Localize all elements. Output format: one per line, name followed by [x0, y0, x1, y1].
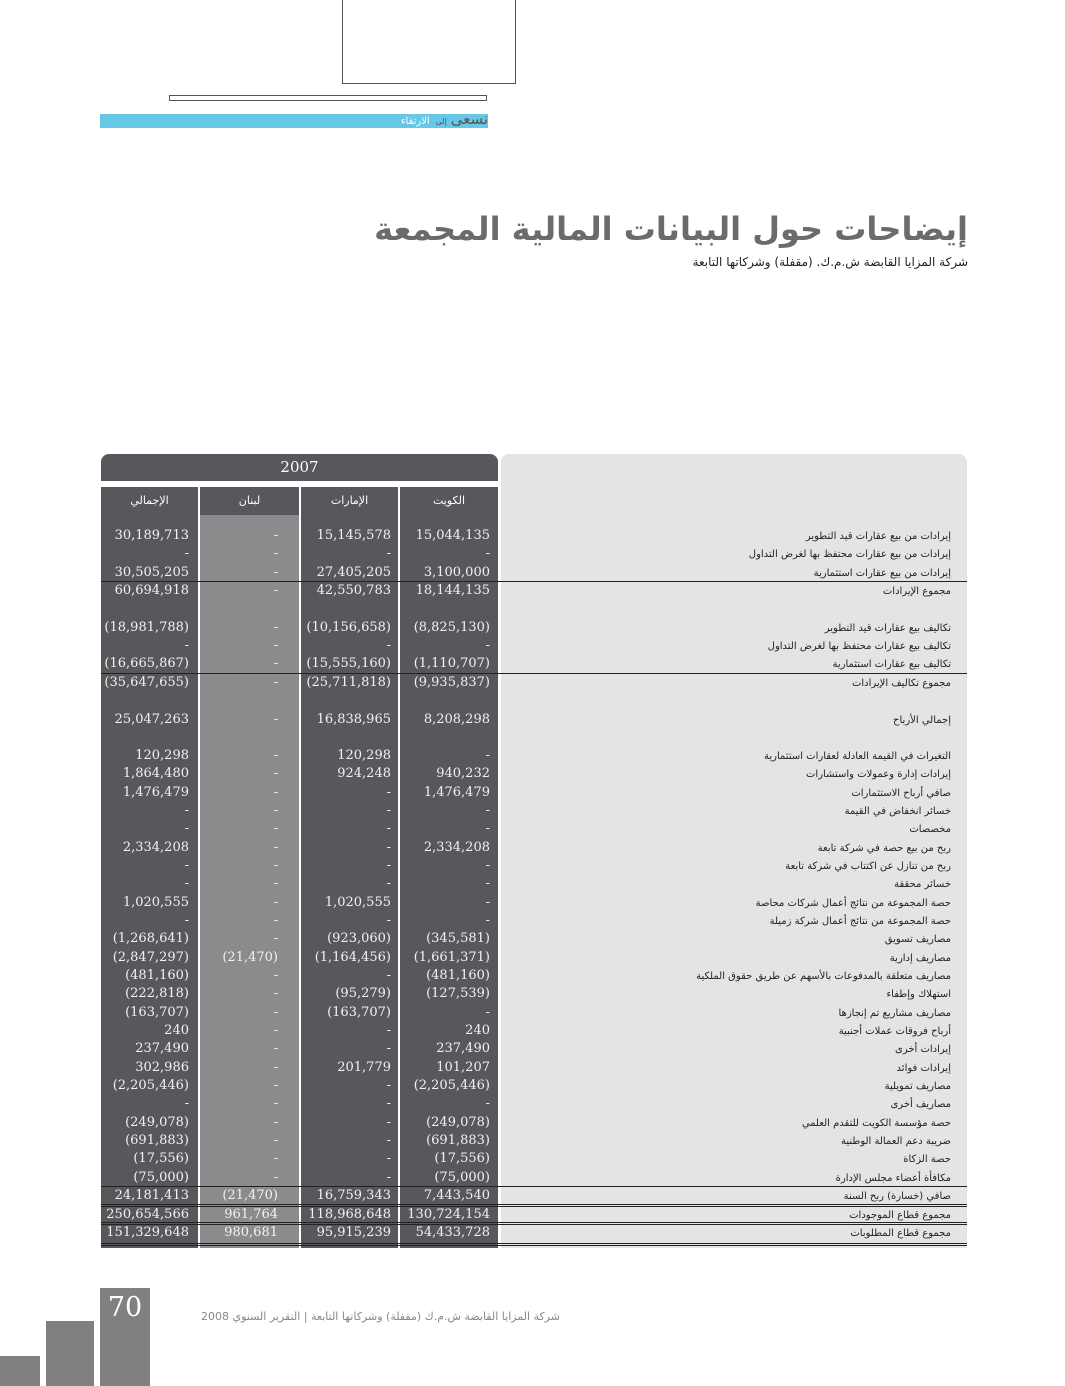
cell-lebanon: - — [273, 840, 278, 855]
row-label: حصة المجموعة من نتائج أعمال شركة زميلة — [769, 916, 951, 927]
table-row — [101, 1095, 967, 1113]
cell-kuwait: (1,110,707) — [413, 656, 490, 671]
cell-total: 302,986 — [135, 1060, 189, 1075]
cell-uae: - — [386, 803, 391, 818]
cell-kuwait: 7,443,540 — [423, 1188, 490, 1203]
cell-total: 1,864,480 — [122, 766, 189, 781]
cell-total: 60,694,918 — [114, 583, 189, 598]
table-row — [101, 711, 967, 729]
cell-lebanon: - — [273, 1115, 278, 1130]
table-row — [101, 949, 967, 967]
row-label: مجموع تكاليف الإيرادات — [851, 678, 951, 689]
cell-total: 151,329,648 — [106, 1225, 189, 1240]
cell-lebanon: - — [273, 1023, 278, 1038]
cell-total: (249,078) — [125, 1115, 189, 1130]
cell-kuwait: - — [485, 1005, 490, 1020]
row-label: إجمالي الأرباح — [893, 715, 951, 726]
cell-kuwait: 2,334,208 — [423, 840, 490, 855]
cell-kuwait: (75,000) — [434, 1170, 490, 1185]
row-label: استهلاك وإطفاء — [886, 989, 951, 1000]
cell-uae: - — [386, 840, 391, 855]
cell-kuwait: - — [485, 821, 490, 836]
row-label: مجموع قطاع الموجودات — [849, 1210, 951, 1221]
cell-total: (16,665,867) — [104, 656, 189, 671]
cell-kuwait: - — [485, 803, 490, 818]
table-row — [101, 1022, 967, 1040]
table-row — [101, 619, 967, 637]
cell-kuwait: 940,232 — [436, 766, 490, 781]
cell-total: 250,654,566 — [106, 1207, 189, 1222]
cell-kuwait: (8,825,130) — [413, 620, 490, 635]
cell-lebanon: - — [273, 675, 278, 690]
cell-kuwait: 54,433,728 — [415, 1225, 490, 1240]
cell-lebanon: - — [273, 1060, 278, 1075]
table-row — [101, 802, 967, 820]
cell-lebanon: (21,470) — [222, 1188, 278, 1203]
cell-uae: - — [386, 785, 391, 800]
cell-lebanon: - — [273, 785, 278, 800]
table-row — [101, 582, 967, 600]
cell-lebanon: - — [273, 858, 278, 873]
table-rule — [101, 581, 967, 582]
cell-total: - — [184, 858, 189, 873]
cell-total: (481,160) — [125, 968, 189, 983]
tagline-big: نسعى — [450, 110, 488, 128]
cell-total: 1,020,555 — [122, 895, 189, 910]
table-row — [101, 820, 967, 838]
table-rule — [101, 1204, 967, 1207]
row-label: حصة المجموعة من نتائج أعمال شركات محاصة — [755, 898, 951, 909]
cell-total: 240 — [164, 1023, 189, 1038]
cell-kuwait: - — [485, 913, 490, 928]
cell-uae: - — [386, 1115, 391, 1130]
table-row — [101, 1169, 967, 1187]
row-label: إيرادات فوائد — [896, 1063, 951, 1074]
row-label: مصاريف تسويق — [884, 934, 951, 945]
cell-total: - — [184, 821, 189, 836]
row-label: تكاليف بيع عقارات محتفظ بها لغرض التداول — [767, 641, 951, 652]
cell-lebanon: - — [273, 968, 278, 983]
table-row — [101, 1132, 967, 1150]
cell-lebanon: - — [273, 1041, 278, 1056]
table-row — [101, 894, 967, 912]
table-row — [101, 527, 967, 545]
row-label: تكاليف بيع عقارات استثمارية — [832, 659, 951, 670]
table-row — [101, 857, 967, 875]
cell-lebanon: - — [273, 931, 278, 946]
cell-uae: - — [386, 1133, 391, 1148]
cell-total: (2,847,297) — [112, 950, 189, 965]
cell-uae: (15,555,160) — [306, 656, 391, 671]
cell-lebanon: 980,681 — [224, 1225, 278, 1240]
cell-total: 30,505,205 — [114, 565, 189, 580]
cell-lebanon: - — [273, 565, 278, 580]
table-row — [101, 967, 967, 985]
table-rule — [101, 1186, 967, 1187]
table-row — [101, 1224, 967, 1242]
cell-lebanon: - — [273, 620, 278, 635]
cell-kuwait: 18,144,135 — [415, 583, 490, 598]
table-row — [101, 1059, 967, 1077]
cell-lebanon: - — [273, 1096, 278, 1111]
cell-total: - — [184, 803, 189, 818]
cell-kuwait: 8,208,298 — [423, 712, 490, 727]
row-label: صافي (خسارة) ربح السنة — [843, 1191, 951, 1202]
cell-lebanon: - — [273, 656, 278, 671]
row-label: مصاريف أخرى — [890, 1099, 951, 1110]
cell-lebanon: - — [273, 895, 278, 910]
col-header-lebanon: لبنان — [200, 487, 299, 515]
cell-uae: - — [386, 821, 391, 836]
cell-uae: (923,060) — [327, 931, 391, 946]
row-label: حصة الزكاة — [903, 1154, 951, 1165]
cell-kuwait: 1,476,479 — [423, 785, 490, 800]
col-header-total: الإجمالي — [101, 487, 198, 515]
row-label: مجموع الإيرادات — [882, 586, 951, 597]
cell-total: (222,818) — [125, 986, 189, 1001]
cell-kuwait: - — [485, 638, 490, 653]
cell-total: 30,189,713 — [114, 528, 189, 543]
cell-total: (75,000) — [133, 1170, 189, 1185]
row-label: مصاريف إدارية — [889, 953, 951, 964]
cell-total: (17,556) — [133, 1151, 189, 1166]
cell-uae: - — [386, 1096, 391, 1111]
cell-kuwait: - — [485, 858, 490, 873]
col-header-uae: الإمارات — [301, 487, 398, 515]
table-row — [101, 1040, 967, 1058]
cell-kuwait: (345,581) — [426, 931, 490, 946]
cell-uae: - — [386, 546, 391, 561]
cell-uae: 1,020,555 — [324, 895, 391, 910]
cell-kuwait: 240 — [465, 1023, 490, 1038]
row-label: إيرادات إدارة وعمولات واستشارات — [806, 769, 951, 780]
cell-total: 24,181,413 — [114, 1188, 189, 1203]
cell-uae: (95,279) — [335, 986, 391, 1001]
cell-lebanon: - — [273, 638, 278, 653]
cell-uae: 15,145,578 — [316, 528, 391, 543]
cell-lebanon: - — [273, 876, 278, 891]
tagline-small: إلى — [435, 117, 447, 126]
cell-total: (35,647,655) — [104, 675, 189, 690]
cell-uae: 201,779 — [337, 1060, 391, 1075]
table-row — [101, 1077, 967, 1095]
cell-total: 25,047,263 — [114, 712, 189, 727]
cell-lebanon: - — [273, 1005, 278, 1020]
cell-uae: 95,915,239 — [316, 1225, 391, 1240]
table-row — [101, 765, 967, 783]
cell-lebanon: - — [273, 1170, 278, 1185]
label-header-panel — [501, 454, 967, 515]
cell-total: - — [184, 876, 189, 891]
cell-kuwait: - — [485, 748, 490, 763]
cell-uae: (1,164,456) — [314, 950, 391, 965]
cell-kuwait: 130,724,154 — [407, 1207, 490, 1222]
cell-lebanon: - — [273, 748, 278, 763]
row-label: خسائر محققة — [894, 879, 951, 890]
row-label: مصاريف تمويلية — [884, 1081, 951, 1092]
cell-total: (18,981,788) — [104, 620, 189, 635]
cell-kuwait: 15,044,135 — [415, 528, 490, 543]
header-frame — [342, 0, 516, 84]
col-header-kuwait: الكويت — [400, 487, 498, 515]
cell-uae: (163,707) — [327, 1005, 391, 1020]
cell-lebanon: 961,764 — [224, 1207, 278, 1222]
cell-uae: - — [386, 858, 391, 873]
header-bar — [169, 95, 487, 101]
row-label: إيرادات من بيع عقارات قيد التطوير — [805, 531, 951, 542]
cell-kuwait: (691,883) — [426, 1133, 490, 1148]
cell-uae: 42,550,783 — [316, 583, 391, 598]
footer-text: شركة المزايا القابضة ش.م.ك (مقفلة) وشركاتها التابعة | التقرير السنوي 2008 — [201, 1310, 560, 1323]
cell-lebanon: - — [273, 766, 278, 781]
cell-kuwait: (1,661,371) — [413, 950, 490, 965]
cell-lebanon: - — [273, 821, 278, 836]
cell-kuwait: (249,078) — [426, 1115, 490, 1130]
table-row — [101, 839, 967, 857]
cell-kuwait: (9,935,837) — [413, 675, 490, 690]
table-row — [101, 655, 967, 673]
table-rule — [101, 673, 967, 674]
row-label: ضريبة دعم العمالة الوطنية — [840, 1136, 951, 1147]
row-label: إيرادات أخرى — [895, 1044, 951, 1055]
row-label: التغيرات في القيمة العادلة لعقارات استثمارية — [764, 751, 951, 762]
table-row — [101, 930, 967, 948]
footer-block-medium — [46, 1321, 94, 1386]
tagline-highlight: الارتقاء — [400, 116, 430, 127]
cell-kuwait: (481,160) — [426, 968, 490, 983]
page-subtitle: شركة المزايا القابضة ش.م.ك. (مقفلة) وشركاتها التابعة — [692, 255, 968, 269]
cell-kuwait: 237,490 — [436, 1041, 490, 1056]
cell-total: - — [184, 913, 189, 928]
cell-lebanon: - — [273, 1151, 278, 1166]
table-row — [101, 674, 967, 692]
cell-kuwait: - — [485, 1096, 490, 1111]
row-label: إيرادات من بيع عقارات محتفظ بها لغرض التداول — [748, 549, 951, 560]
footer-block-small — [0, 1356, 40, 1386]
cell-uae: 118,968,648 — [308, 1207, 391, 1222]
cell-uae: - — [386, 968, 391, 983]
cell-lebanon: - — [273, 583, 278, 598]
cell-lebanon: - — [273, 913, 278, 928]
cell-total: 2,334,208 — [122, 840, 189, 855]
row-label: مصاريف متعلقة بالمدفوعات بالأسهم عن طريق حقوق الملكية — [696, 971, 951, 982]
cell-total: - — [184, 1096, 189, 1111]
cell-uae: - — [386, 876, 391, 891]
table-row — [101, 637, 967, 655]
row-label: ربح من بيع حصة في شركة تابعة — [817, 843, 951, 854]
page-number: 70 — [107, 1292, 143, 1323]
row-label: صافي أرباح الاستثمارات — [851, 788, 951, 799]
cell-lebanon: - — [273, 546, 278, 561]
row-label: مصاريف مشاريع تم إنجازها — [838, 1008, 951, 1019]
table-row — [101, 545, 967, 563]
cell-lebanon: (21,470) — [222, 950, 278, 965]
row-label: خسائر انخفاض في القيمة — [844, 806, 951, 817]
year-header: 2007 — [101, 454, 498, 481]
cell-kuwait: - — [485, 546, 490, 561]
cell-uae: (10,156,658) — [306, 620, 391, 635]
cell-lebanon: - — [273, 986, 278, 1001]
cell-lebanon: - — [273, 528, 278, 543]
cell-lebanon: - — [273, 1078, 278, 1093]
cell-kuwait: (2,205,446) — [413, 1078, 490, 1093]
table-row — [101, 912, 967, 930]
cell-uae: - — [386, 1041, 391, 1056]
table-row — [101, 564, 967, 582]
page-title: إيضاحات حول البيانات المالية المجمعة — [374, 210, 968, 248]
cell-total: (2,205,446) — [112, 1078, 189, 1093]
cell-lebanon: - — [273, 1133, 278, 1148]
cell-uae: 16,838,965 — [316, 712, 391, 727]
table-row — [101, 784, 967, 802]
cell-uae: (25,711,818) — [306, 675, 391, 690]
cell-kuwait: - — [485, 895, 490, 910]
cell-total: 1,476,479 — [122, 785, 189, 800]
table-row — [101, 875, 967, 893]
row-label: مكافأة أعضاء مجلس الإدارة — [835, 1173, 951, 1184]
row-label: تكاليف بيع عقارات قيد التطوير — [824, 623, 951, 634]
table-rule — [101, 1243, 967, 1246]
table-rule — [101, 1222, 967, 1225]
cell-total: (1,268,641) — [112, 931, 189, 946]
cell-uae: 27,405,205 — [316, 565, 391, 580]
cell-uae: 16,759,343 — [316, 1188, 391, 1203]
cell-kuwait: (17,556) — [434, 1151, 490, 1166]
row-label: مخصصات — [909, 824, 951, 835]
cell-uae: - — [386, 913, 391, 928]
cell-total: - — [184, 546, 189, 561]
cell-uae: - — [386, 1151, 391, 1166]
cell-total: 237,490 — [135, 1041, 189, 1056]
cell-total: (691,883) — [125, 1133, 189, 1148]
cell-total: - — [184, 638, 189, 653]
cell-uae: - — [386, 638, 391, 653]
cell-kuwait: 3,100,000 — [423, 565, 490, 580]
cell-total: 120,298 — [135, 748, 189, 763]
table-row — [101, 985, 967, 1003]
cell-lebanon: - — [273, 803, 278, 818]
row-label: حصة مؤسسة الكويت للتقدم العلمي — [801, 1118, 951, 1129]
cell-kuwait: 101,207 — [436, 1060, 490, 1075]
cell-uae: - — [386, 1023, 391, 1038]
cell-uae: - — [386, 1078, 391, 1093]
cell-lebanon: - — [273, 712, 278, 727]
tagline — [370, 110, 488, 130]
table-row — [101, 1004, 967, 1022]
row-label: ربح من تنازل عن اكتتاب في شركة تابعة — [785, 861, 951, 872]
cell-kuwait: - — [485, 876, 490, 891]
row-label: إيرادات من بيع عقارات استثمارية — [813, 568, 951, 579]
cell-uae: 120,298 — [337, 748, 391, 763]
cell-uae: 924,248 — [337, 766, 391, 781]
table-row — [101, 1150, 967, 1168]
table-row — [101, 747, 967, 765]
row-label: أرباح فروقات عملات أجنبية — [838, 1026, 951, 1037]
table-row — [101, 1187, 967, 1205]
row-label: مجموع قطاع المطلوبات — [850, 1228, 951, 1239]
cell-uae: - — [386, 1170, 391, 1185]
cell-kuwait: (127,539) — [426, 986, 490, 1001]
cell-total: (163,707) — [125, 1005, 189, 1020]
table-row — [101, 1114, 967, 1132]
